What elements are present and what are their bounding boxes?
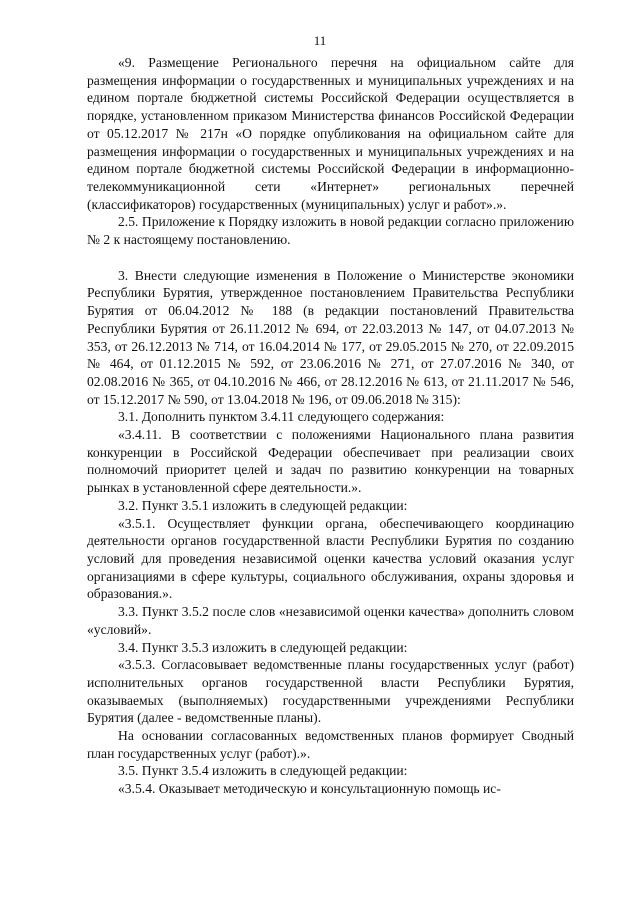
paragraph-3-4: 3.4. Пункт 3.5.3 изложить в следующей редакции:: [118, 639, 408, 655]
paragraph-3-5-4: «3.5.4. Оказывает методическую и консультационную помощь ис-: [118, 781, 501, 797]
paragraph-svodny-plan: На основании согласованных ведомственных планов формирует Сводный план государственных услуг (работ).».: [87, 728, 574, 761]
document-body: [87, 54, 574, 798]
paragraph-3-1: 3.1. Дополнить пунктом 3.4.11 следующего содержания:: [118, 409, 445, 425]
paragraph-3: 3. Внести следующие изменения в Положение о Министерстве экономики Республики Бурятия, утвержденное постановлением Правительства Республики Бурятия от 06.04.2012 № 188 (в редакции постановлений Правительства Республики Бурятия от 26.11.2012 № 694, от 22.03.2013 № 147, от 04.07.2013 № 353, от 26.12.2013 № 714, от 16.04.2014 № 177, от 29.05.2015 № 270, от 22.09.2015 № 464, от 01.12.2015 № 592, от 23.06.2016 № 271, от 27.07.2016 № 340, от 02.08.2016 № 365, от 04.10.2016 № 466, от 28.12.2016 № 613, от 21.11.2017 № 546, от 15.12.2017 № 590, от 13.04.2018 № 196, от 09.06.2018 № 315):: [87, 267, 574, 407]
paragraph-3-3: 3.3. Пункт 3.5.2 после слов «независимой оценки качества» дополнить словом «условий».: [87, 604, 574, 637]
paragraph-3-5-3: «3.5.3. Согласовывает ведомственные планы государственных услуг (работ) исполнительных органов государственной власти Республики Бурятия, оказываемых (выполняемых) государственными учреждениями Республики Бурятия (далее - ведомственные планы).: [87, 657, 574, 726]
paragraph-item-9: «9. Размещение Регионального перечня на официальном сайте для размещения информации о государственных и муниципальных учреждениях и на едином портале бюджетной системы Российской Федерации осуществляется в порядке, установленном приказом Министерства финансов Российской Федерации от 05.12.2017 № 217н «О порядке опубликования на официальном сайте для размещения информации о государственных и муниципальных учреждениях и на едином портале бюджетной системы Российской Федерации в информационно-телекоммуникационной сети «Интернет» региональных перечней (классификаторов) государственных (муниципальных) услуг и работ».».: [87, 55, 574, 212]
page-number: 11: [313, 33, 327, 48]
paragraph-3-4-11: «3.4.11. В соответствии с положениями Национального плана развития конкуренции в Российской Федерации обеспечивает при реализации своих полномочий приоритет целей и задач по развитию конкуренции на товарных рынках в установленной сфере деятельности.».: [87, 427, 574, 496]
paragraph-2-5: 2.5. Приложение к Порядку изложить в новой редакции согласно приложению № 2 к настоящему постановлению.: [87, 214, 574, 248]
paragraph-3-5-1: «3.5.1. Осуществляет функции органа, обеспечивающего координацию деятельности органов государственной власти Республики Бурятия по созданию условий для проведения независимой оценки качества условий оказания услуг организациями в сфере культуры, социального обслуживания, охраны здоровья и образования.».: [87, 515, 574, 602]
paragraph-3-5: 3.5. Пункт 3.5.4 изложить в следующей редакции:: [118, 763, 408, 779]
paragraph-3-2: 3.2. Пункт 3.5.1 изложить в следующей редакции:: [118, 497, 408, 513]
paragraph-gap: [87, 249, 574, 267]
